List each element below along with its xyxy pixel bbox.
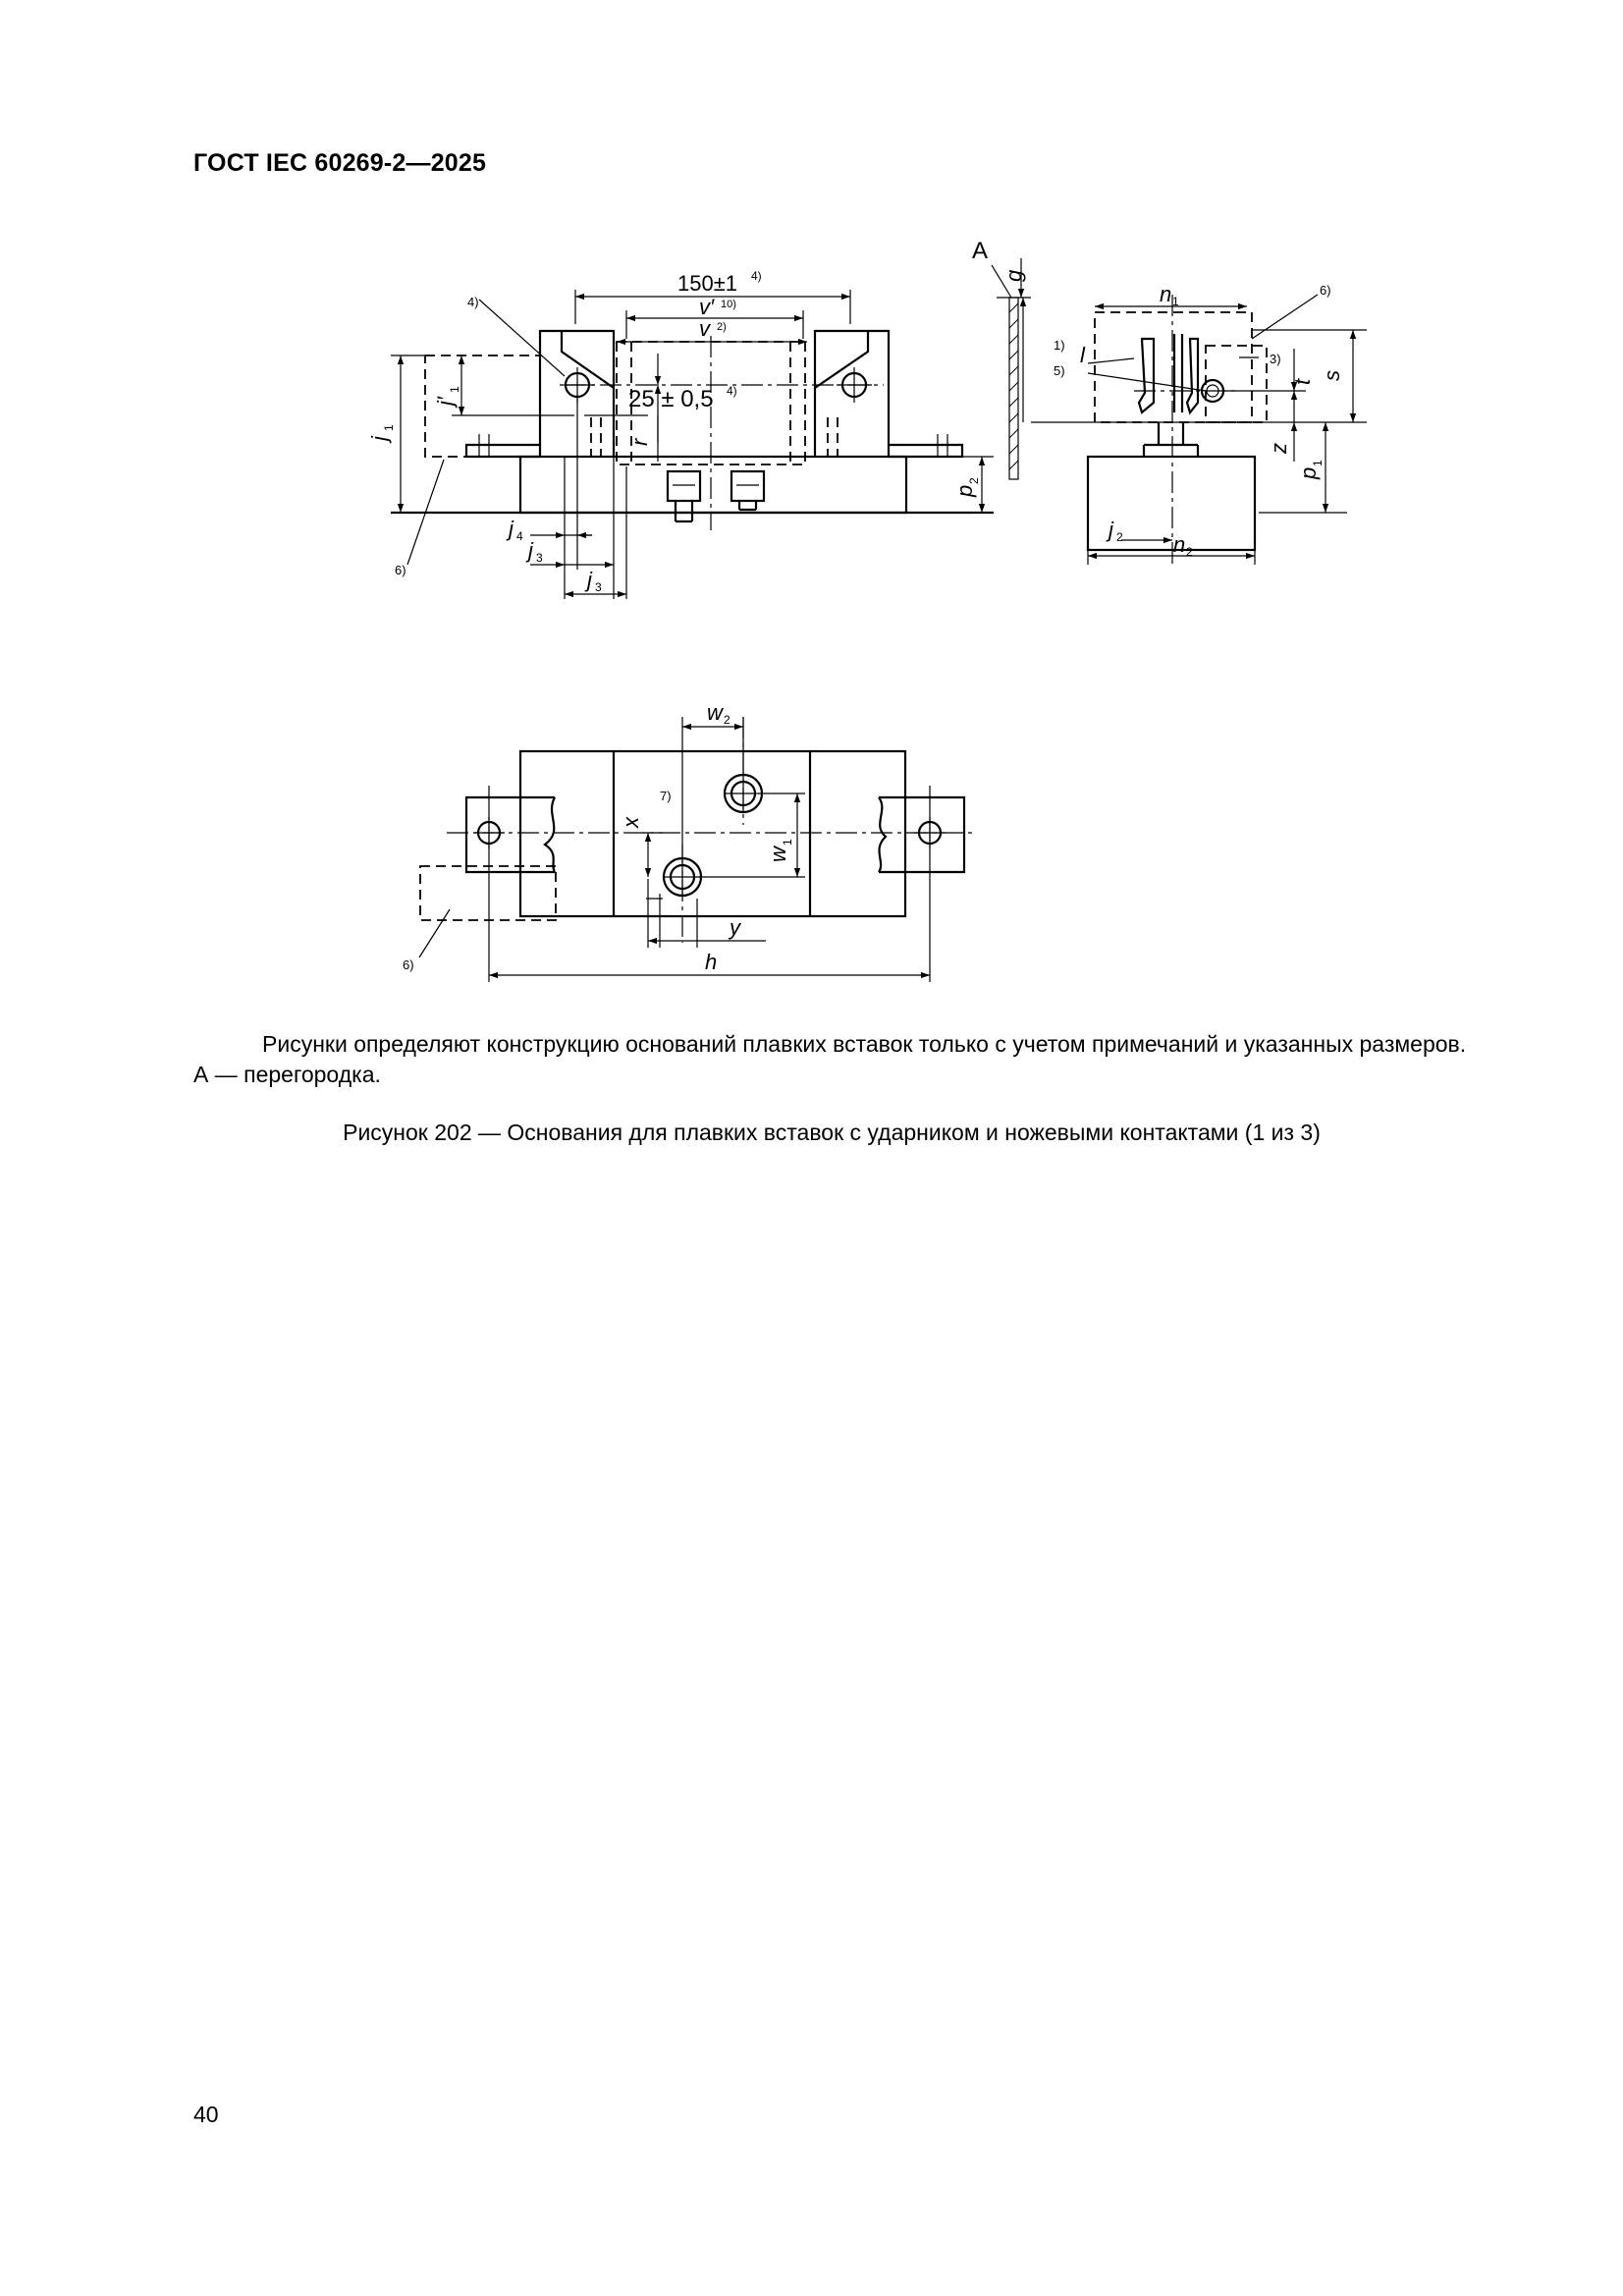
svg-text:j: j <box>509 517 514 541</box>
svg-text:3: 3 <box>536 551 543 565</box>
label-w1 <box>766 839 794 862</box>
label-g: g <box>1001 269 1026 282</box>
svg-text:2: 2 <box>967 477 981 484</box>
svg-text:j: j <box>367 436 392 441</box>
callout-6-top: 6) <box>403 957 414 972</box>
dim-25-note: 4) <box>727 384 737 398</box>
label-z: z <box>1267 443 1291 454</box>
dim-150: 150±1 <box>677 271 738 296</box>
dim-150-note: 4) <box>751 269 762 283</box>
svg-text:p: p <box>1296 466 1321 479</box>
label-l: l <box>1080 343 1085 367</box>
label-j3 <box>525 538 543 565</box>
label-j4 <box>506 517 523 543</box>
svg-text:n: n <box>1173 532 1186 557</box>
label-n1 <box>1160 282 1179 308</box>
label-h: h <box>705 950 718 974</box>
label-j1-prime <box>433 386 461 409</box>
label-j2 <box>1106 518 1123 544</box>
svg-text:j′: j′ <box>433 396 458 406</box>
label-s: s <box>1320 370 1344 381</box>
label-r: r <box>627 438 652 446</box>
svg-text:w: w <box>707 700 723 725</box>
label-p1 <box>1296 460 1325 480</box>
dim-v-prime-note: 10) <box>721 299 736 310</box>
callout-3: 3) <box>1270 352 1281 366</box>
label-w2 <box>707 700 730 727</box>
callout-1: 1) <box>1054 338 1065 353</box>
callout-5: 5) <box>1054 363 1065 378</box>
svg-text:1: 1 <box>448 386 461 393</box>
svg-text:n: n <box>1160 282 1172 306</box>
svg-text:1: 1 <box>382 424 396 431</box>
label-j1 <box>367 424 396 444</box>
label-y: y <box>730 915 740 940</box>
svg-text:1: 1 <box>1311 460 1325 466</box>
side-view <box>1031 295 1367 565</box>
svg-text:2: 2 <box>1116 530 1123 544</box>
figure-drawing <box>0 0 1623 1021</box>
figure-caption: Рисунок 202 — Основания для плавких вставок с ударником и ножевыми контактами (1 из 3) <box>343 1120 1321 1145</box>
document-header: ГОСТ IEC 60269-2—2025 <box>193 149 487 177</box>
label-p2 <box>952 477 981 498</box>
label-t: t <box>1290 378 1315 385</box>
dim-v: v <box>699 316 710 341</box>
svg-text:2: 2 <box>1186 545 1193 559</box>
top-view <box>419 717 977 982</box>
callout-7: 7) <box>660 789 672 803</box>
svg-text:j: j <box>587 568 592 592</box>
dim-v-prime: v′ <box>699 295 715 319</box>
svg-text:p: p <box>952 484 977 497</box>
dim-25: 25 ± 0,5 <box>628 386 714 412</box>
dim-v-note: 2) <box>717 321 727 333</box>
label-x: x <box>619 817 643 828</box>
page-number: 40 <box>193 2102 219 2127</box>
svg-text:j: j <box>1109 518 1113 542</box>
callout-4: 4) <box>467 295 479 309</box>
svg-text:j: j <box>528 538 533 563</box>
figure-note: Рисунки определяют конструкцию оснований плавких вставок только с учетом примечаний и указанных размеров. А — перегородка. <box>193 1031 1467 1087</box>
svg-text:4: 4 <box>516 529 523 543</box>
svg-text:1: 1 <box>1172 295 1179 308</box>
label-A: A <box>972 238 989 264</box>
svg-text:2: 2 <box>724 713 730 727</box>
svg-text:w: w <box>766 847 790 862</box>
label-n2 <box>1173 532 1193 559</box>
label-j3-second <box>584 568 602 594</box>
callout-6-side: 6) <box>1320 283 1331 298</box>
svg-text:3: 3 <box>595 580 602 594</box>
svg-text:1: 1 <box>781 839 794 846</box>
callout-6-front: 6) <box>395 563 406 577</box>
